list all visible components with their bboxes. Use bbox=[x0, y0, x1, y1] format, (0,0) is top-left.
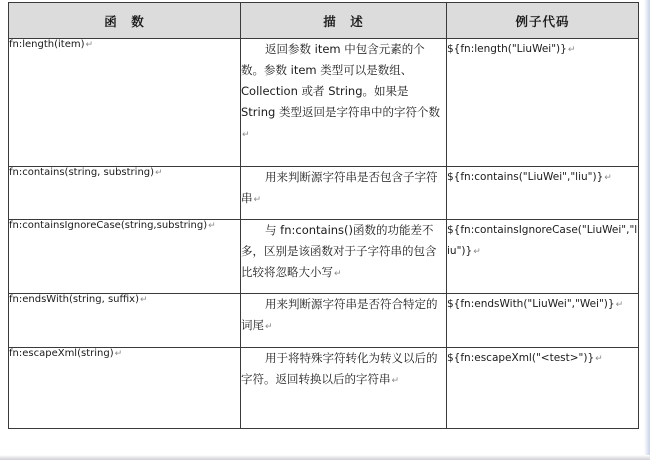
example-code: ${fn:escapeXml("<test>")} bbox=[447, 352, 595, 364]
example-code: ${fn:length("LiuWei")} bbox=[447, 43, 567, 55]
description-text: 与 fn:contains()函数的功能差不多，区别是该函数对于子字符串的包含比较将忽略大小写 bbox=[241, 223, 437, 279]
paragraph-mark-icon: ↵ bbox=[567, 45, 576, 55]
description-cell bbox=[241, 294, 447, 348]
header-function: 函 数 bbox=[9, 3, 241, 39]
function-name: fn:contains(string, substring) bbox=[9, 167, 155, 178]
paragraph-mark-icon: ↵ bbox=[242, 130, 250, 140]
description-cell bbox=[241, 167, 447, 220]
function-cell bbox=[9, 167, 241, 220]
description-cell bbox=[241, 39, 447, 167]
description-cell bbox=[241, 348, 447, 429]
paragraph-mark-icon: ↵ bbox=[604, 173, 612, 183]
description-text: 用来判断源字符串是否包含子字符串 bbox=[241, 170, 438, 205]
function-name: fn:endsWith(string, suffix) bbox=[9, 294, 139, 305]
table-row bbox=[9, 39, 639, 167]
function-name: fn:length(item) bbox=[9, 39, 85, 50]
example-cell bbox=[447, 39, 639, 167]
table-row bbox=[9, 348, 639, 429]
paragraph-mark-icon: ↵ bbox=[334, 269, 342, 279]
function-name: fn:escapeXml(string) bbox=[9, 348, 114, 359]
header-example: 例子代码 bbox=[447, 3, 639, 39]
description-text: 用来判断源字符串是否符合特定的词尾 bbox=[241, 297, 438, 332]
function-cell bbox=[9, 294, 241, 348]
description-text: 返回参数 item 中包含元素的个数。参数 item 类型可以是数组、Collection 或者 String。如果是 String 类型返回是字符串中的字符个数 bbox=[241, 42, 440, 119]
example-cell bbox=[447, 220, 639, 294]
description-text: 用于将特殊字符转化为转义以后的字符。返回转换以后的字符串 bbox=[241, 351, 438, 386]
paragraph-mark-icon: ↵ bbox=[265, 322, 273, 332]
function-name: fn:containsIgnoreCase(string,substring) bbox=[9, 220, 208, 231]
paragraph-mark-icon: ↵ bbox=[473, 247, 481, 257]
paragraph-mark-icon: ↵ bbox=[615, 300, 624, 310]
function-cell bbox=[9, 39, 241, 167]
paragraph-mark-icon: ↵ bbox=[208, 221, 216, 231]
table-header-row bbox=[9, 3, 639, 39]
header-description: 描 述 bbox=[241, 3, 447, 39]
paragraph-mark-icon: ↵ bbox=[155, 168, 163, 178]
function-cell bbox=[9, 220, 241, 294]
window-edge-bottom bbox=[0, 455, 650, 460]
example-cell bbox=[447, 167, 639, 220]
table-row bbox=[9, 294, 639, 348]
paragraph-mark-icon: ↵ bbox=[391, 376, 400, 386]
function-cell bbox=[9, 348, 241, 429]
paragraph-mark-icon: ↵ bbox=[114, 349, 123, 359]
table-row bbox=[9, 220, 639, 294]
window-edge-right bbox=[644, 0, 650, 460]
example-code: ${fn:endsWith("LiuWei","Wei")} bbox=[447, 298, 615, 310]
paragraph-mark-icon: ↵ bbox=[139, 295, 148, 305]
paragraph-mark-icon: ↵ bbox=[595, 354, 603, 364]
jstl-function-table bbox=[8, 2, 639, 429]
example-code: ${fn:contains("LiuWei","liu")} bbox=[447, 171, 604, 183]
description-cell bbox=[241, 220, 447, 294]
paragraph-mark-icon: ↵ bbox=[253, 195, 262, 205]
paragraph-mark-icon: ↵ bbox=[85, 40, 94, 50]
example-cell bbox=[447, 348, 639, 429]
example-code: ${fn:containsIgnoreCase("LiuWei","liu")} bbox=[447, 224, 638, 257]
table-row bbox=[9, 167, 639, 220]
example-cell bbox=[447, 294, 639, 348]
